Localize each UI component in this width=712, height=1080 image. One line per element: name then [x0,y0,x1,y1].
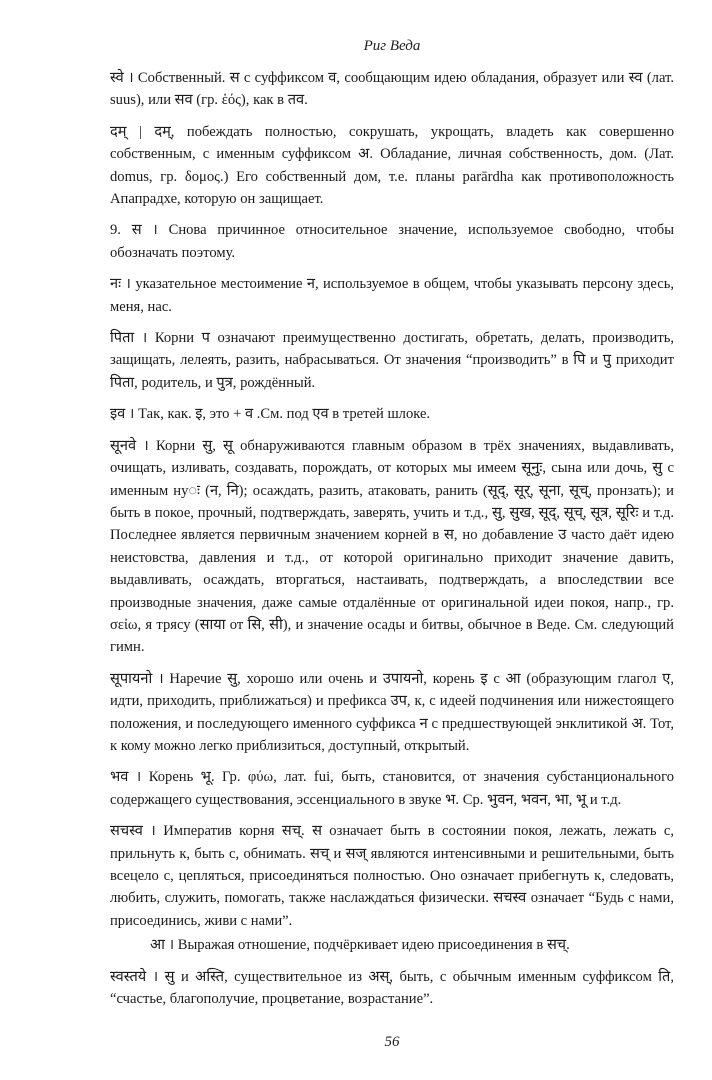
entry-nah: नः । указательное местоимение न, используемое в общем, чтобы указывать персону здесь, меня, нас. [110,276,674,315]
entry-sve: स्वे । Собственный. स с суффиксом व, сообщающим идею обладания, образует или स्व (лат. suus), или सव (гр. ἑός), как в तव. [110,70,674,109]
running-title: Риг Веда [363,38,421,54]
entry-svastaye: स्वस्तये । सु и अस्ति, существительное из अस्, быть, с обычным именным суффиксом ति, “счастье, благополучие, процветание, возрастание”. [110,968,674,1008]
entry-pita: पिता । Корни प означают преимущественно достигать, обретать, делать, производить, защищать, лелеять, разить, набрасываться. От значения “производить” в पि и पु приходит पिता, родитель, и पुत्र, рождённый. [110,330,674,391]
entry-a: आ । Выражая отношение, подчёркивает идею присоединения в सच्. [150,937,570,954]
entry-sacasva: सचस्व । Императив корня सच्. स означает быть в состоянии покоя, лежать, лежать с, прильнуть к, быть с, обнимать. सच् и सज् являются интенсивными и решительными, быть всецело с, цепляться, присоединяться полностью. Оно означает прибегнуть к, следовать, любить, служить, помогать, также наслаждаться физически. सचस्व означает “Будь с нами, присоединись, живи с нами”. [110,823,674,929]
entry-supayano: सूपायनो । Наречие सु, хорошо или очень и उपायनो, корень इ с आ (образующим глагол ए, идти, приходить, приближаться) и префикса उप, к, с идеей подчинения или нижестоящего положения, и последующего именного суффикса न с предшествующей энклитикой अ. Тот, к кому можно легко приблизиться, доступный, открытый. [110,670,674,754]
entry-dam: दम् | दम्, побеждать полностью, сокрушать, укрощать, владеть как совершенно собственным, с именным суффиксом अ. Обладание, личная собственность, дом. (Лат. domus, гр. δομος.) Его собственный дом, т.е. планы parārdha как противоположность Апапрадхе, которую он защищает. [110,123,674,208]
entry-iva: इव । Так, как. इ, это + व .См. под एव в третей шлоке. [110,406,431,423]
entry-sunave: सूनवे । Корни सु, सू обнаруживаются главным образом в трёх значениях, выдавливать, очищать, изливать, создавать, порождать, от которых мы имеем सूनुः, сына или дочь, सु с именным нуः (न, नि); осаждать, разить, атаковать, ранить (सूद्, सूर्, सूना, सूच्, пронзать); и быть в покое, прочный, подтверждать, заверять, учить и т.д., सु, सुख, सूद्, सूच्, सूत्र, सूरिः и т.д. Последнее является первичным значением корней в स, но добавление उ часто даёт идею неистовства, давления и т.д., от которой оригинально приходит значение давить, выдавливать, осаждать, вторгаться, настаивать, подтверждать, а впоследствии все производные значения, даже самые отдалённые от оригинальной идеи покоя, напр., гр. σεἰω, я трясу (साया от सि, सी), и значение осады и битвы, обычное в Веде. См. следующий гимн. [110,437,674,656]
entry-sa: 9. स । Снова причинное относительное значение, используемое свободно, чтобы обозначать поэтому. [110,222,674,261]
page-number: 56 [384,1034,400,1050]
entry-bhava: भव । Корень भू. Гр. φύω, лат. fui, быть, становится, от значения субстанционального содержащего существования, эссенциального в звуке भ. Ср. भुवन, भवन, भा, भू и т.д. [110,769,674,808]
